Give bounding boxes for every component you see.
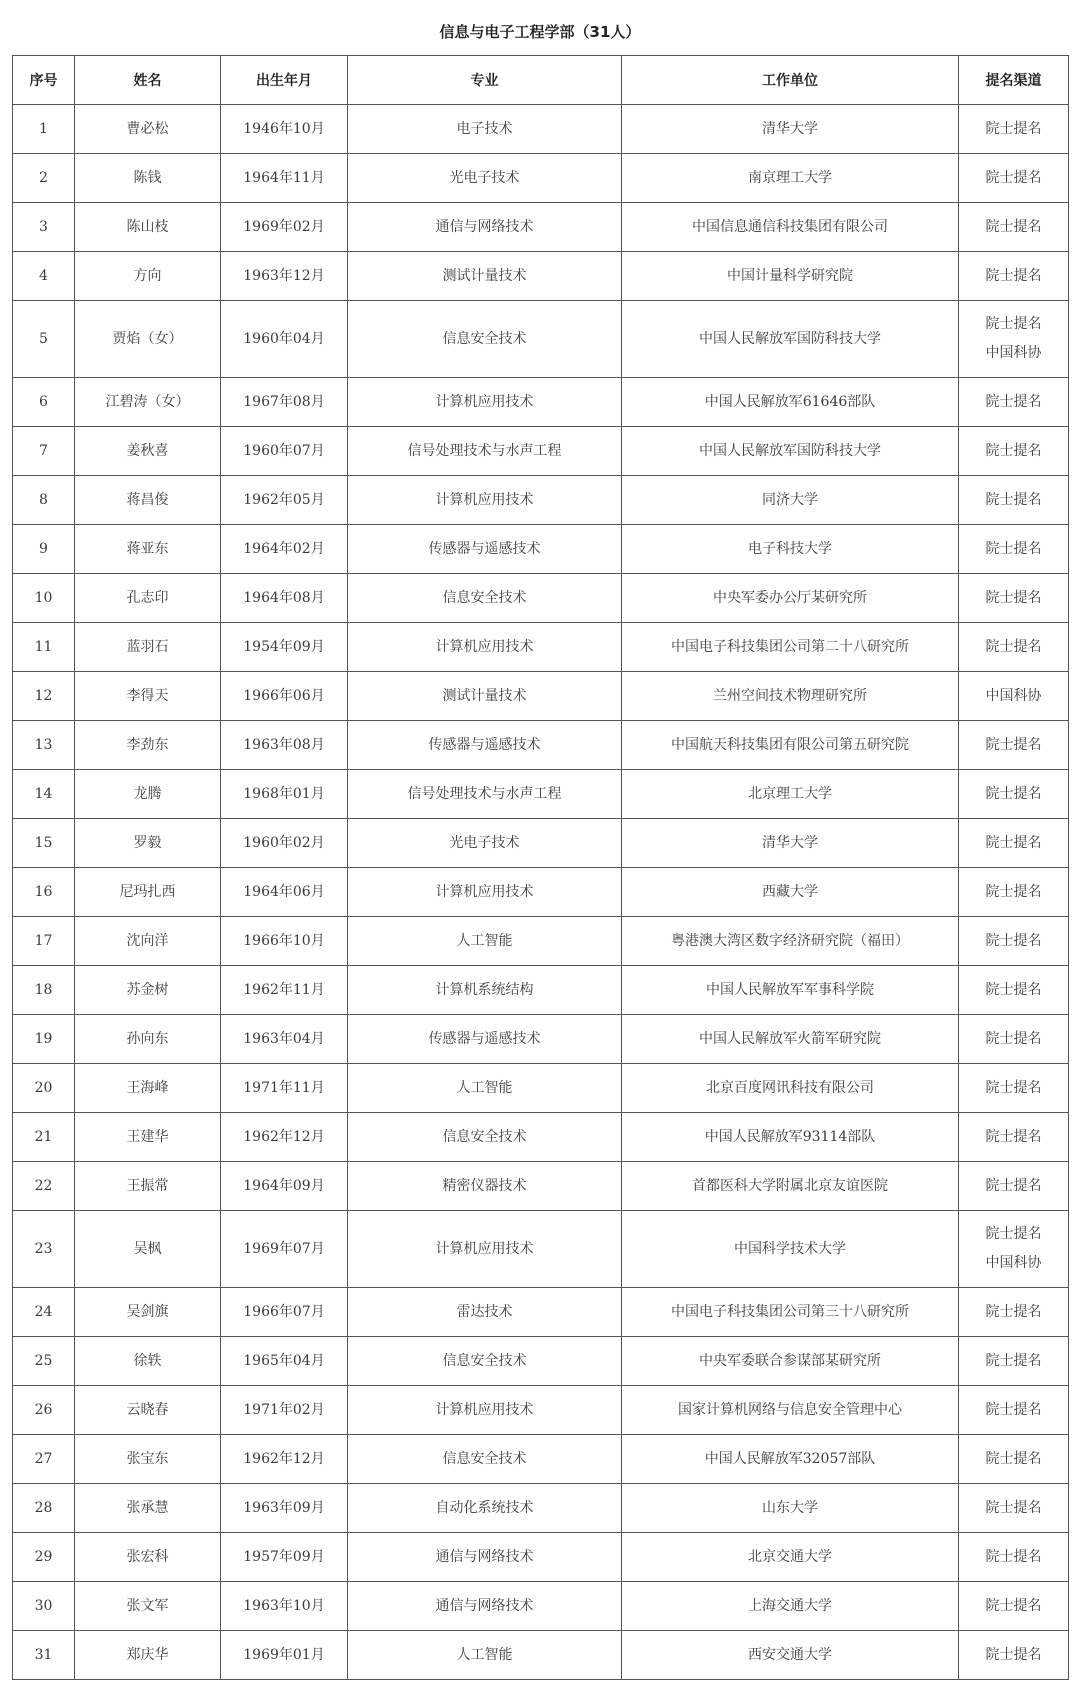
cell-index: 21 xyxy=(13,1113,75,1162)
channel-label: 院士提名 xyxy=(985,1177,1042,1194)
cell-channel xyxy=(959,1211,1069,1288)
page-title: 信息与电子工程学部（31人） xyxy=(439,23,641,41)
cell-major: 人工智能 xyxy=(348,1631,622,1680)
cell-channel xyxy=(959,525,1069,574)
cell-organization: 中央军委联合参谋部某研究所 xyxy=(622,1337,959,1386)
table-row xyxy=(13,427,1069,476)
cell-index: 12 xyxy=(13,672,75,721)
cell-channel xyxy=(959,427,1069,476)
cell-channel xyxy=(959,1435,1069,1484)
table-row xyxy=(13,917,1069,966)
cell-organization: 中国人民解放军火箭军研究院 xyxy=(622,1015,959,1064)
cell-birth: 1971年02月 xyxy=(221,1386,348,1435)
cell-birth: 1960年02月 xyxy=(221,819,348,868)
channel-label: 院士提名 xyxy=(985,1499,1042,1516)
cell-organization: 中国人民解放军军事科学院 xyxy=(622,966,959,1015)
cell-name: 张承慧 xyxy=(75,1484,221,1533)
cell-name: 蒋昌俊 xyxy=(75,476,221,525)
cell-name: 罗毅 xyxy=(75,819,221,868)
cell-major: 传感器与遥感技术 xyxy=(348,525,622,574)
cell-name: 王振常 xyxy=(75,1162,221,1211)
cell-organization: 国家计算机网络与信息安全管理中心 xyxy=(622,1386,959,1435)
cell-organization: 西安交通大学 xyxy=(622,1631,959,1680)
cell-major: 计算机应用技术 xyxy=(348,378,622,427)
cell-index: 29 xyxy=(13,1533,75,1582)
table-row xyxy=(13,1113,1069,1162)
cell-name: 徐轶 xyxy=(75,1337,221,1386)
channel-label: 院士提名 xyxy=(985,1450,1042,1467)
cell-birth: 1964年08月 xyxy=(221,574,348,623)
cell-major: 计算机系统结构 xyxy=(348,966,622,1015)
cell-organization: 中国人民解放军61646部队 xyxy=(622,378,959,427)
cell-name: 曹必松 xyxy=(75,105,221,154)
channel-label: 院士提名 xyxy=(985,785,1042,802)
cell-index: 30 xyxy=(13,1582,75,1631)
cell-channel xyxy=(959,721,1069,770)
table-row xyxy=(13,623,1069,672)
cell-major: 通信与网络技术 xyxy=(348,1582,622,1631)
cell-major: 电子技术 xyxy=(348,105,622,154)
table-row xyxy=(13,966,1069,1015)
table-row xyxy=(13,770,1069,819)
cell-organization: 中国人民解放军国防科技大学 xyxy=(622,301,959,378)
cell-major: 信号处理技术与水声工程 xyxy=(348,770,622,819)
cell-organization: 电子科技大学 xyxy=(622,525,959,574)
channel-label: 院士提名 xyxy=(985,442,1042,459)
cell-channel xyxy=(959,1015,1069,1064)
header-birth: 出生年月 xyxy=(221,56,348,105)
cell-name: 贾焰（女） xyxy=(75,301,221,378)
cell-name: 苏金树 xyxy=(75,966,221,1015)
cell-birth: 1954年09月 xyxy=(221,623,348,672)
cell-birth: 1963年04月 xyxy=(221,1015,348,1064)
cell-name: 张文军 xyxy=(75,1582,221,1631)
cell-index: 25 xyxy=(13,1337,75,1386)
cell-organization: 山东大学 xyxy=(622,1484,959,1533)
table-row xyxy=(13,1064,1069,1113)
channel-label: 院士提名 xyxy=(985,1226,1042,1242)
cell-name: 江碧涛（女） xyxy=(75,378,221,427)
cell-organization: 上海交通大学 xyxy=(622,1582,959,1631)
cell-birth: 1964年09月 xyxy=(221,1162,348,1211)
table-row xyxy=(13,252,1069,301)
cell-channel xyxy=(959,301,1069,378)
table-row xyxy=(13,203,1069,252)
cell-index: 18 xyxy=(13,966,75,1015)
channel-label: 中国科协 xyxy=(985,687,1042,704)
cell-name: 郑庆华 xyxy=(75,1631,221,1680)
cell-index: 31 xyxy=(13,1631,75,1680)
cell-name: 沈向洋 xyxy=(75,917,221,966)
cell-organization: 首都医科大学附属北京友谊医院 xyxy=(622,1162,959,1211)
channel-label: 院士提名 xyxy=(985,1548,1042,1565)
cell-birth: 1962年12月 xyxy=(221,1113,348,1162)
channel-label: 院士提名 xyxy=(985,1079,1042,1096)
cell-index: 5 xyxy=(13,301,75,378)
cell-channel xyxy=(959,574,1069,623)
cell-birth: 1969年01月 xyxy=(221,1631,348,1680)
cell-birth: 1963年12月 xyxy=(221,252,348,301)
cell-channel xyxy=(959,966,1069,1015)
cell-channel xyxy=(959,378,1069,427)
channel-label: 院士提名 xyxy=(985,316,1042,332)
cell-birth: 1966年06月 xyxy=(221,672,348,721)
cell-channel xyxy=(959,917,1069,966)
cell-birth: 1963年10月 xyxy=(221,1582,348,1631)
cell-major: 自动化系统技术 xyxy=(348,1484,622,1533)
cell-major: 计算机应用技术 xyxy=(348,1211,622,1288)
table-row xyxy=(13,574,1069,623)
cell-channel xyxy=(959,1162,1069,1211)
cell-major: 通信与网络技术 xyxy=(348,203,622,252)
cell-channel xyxy=(959,1484,1069,1533)
channel-label: 院士提名 xyxy=(985,1597,1042,1614)
channel-label: 中国科协 xyxy=(985,1255,1042,1271)
cell-channel xyxy=(959,1064,1069,1113)
cell-name: 龙腾 xyxy=(75,770,221,819)
cell-major: 人工智能 xyxy=(348,1064,622,1113)
cell-organization: 中国人民解放军32057部队 xyxy=(622,1435,959,1484)
cell-channel xyxy=(959,868,1069,917)
cell-organization: 中国航天科技集团有限公司第五研究院 xyxy=(622,721,959,770)
cell-name: 孙向东 xyxy=(75,1015,221,1064)
cell-index: 7 xyxy=(13,427,75,476)
cell-name: 云晓春 xyxy=(75,1386,221,1435)
cell-index: 1 xyxy=(13,105,75,154)
cell-name: 陈钱 xyxy=(75,154,221,203)
cell-index: 22 xyxy=(13,1162,75,1211)
cell-major: 雷达技术 xyxy=(348,1288,622,1337)
cell-index: 23 xyxy=(13,1211,75,1288)
table-row xyxy=(13,301,1069,378)
cell-organization: 清华大学 xyxy=(622,105,959,154)
channel-label: 中国科协 xyxy=(985,345,1042,361)
cell-organization: 中国电子科技集团公司第二十八研究所 xyxy=(622,623,959,672)
cell-index: 11 xyxy=(13,623,75,672)
cell-channel xyxy=(959,1631,1069,1680)
cell-index: 27 xyxy=(13,1435,75,1484)
cell-birth: 1966年07月 xyxy=(221,1288,348,1337)
cell-channel xyxy=(959,672,1069,721)
channel-label: 院士提名 xyxy=(985,1646,1042,1663)
cell-major: 信息安全技术 xyxy=(348,1337,622,1386)
cell-name: 李劲东 xyxy=(75,721,221,770)
cell-index: 15 xyxy=(13,819,75,868)
cell-birth: 1971年11月 xyxy=(221,1064,348,1113)
cell-index: 24 xyxy=(13,1288,75,1337)
table-header-row xyxy=(13,56,1069,105)
table-row xyxy=(13,1386,1069,1435)
cell-name: 尼玛扎西 xyxy=(75,868,221,917)
channel-label: 院士提名 xyxy=(985,1128,1042,1145)
table-row xyxy=(13,525,1069,574)
cell-index: 6 xyxy=(13,378,75,427)
cell-channel xyxy=(959,1288,1069,1337)
cell-major: 人工智能 xyxy=(348,917,622,966)
cell-organization: 中央军委办公厅某研究所 xyxy=(622,574,959,623)
channel-label: 院士提名 xyxy=(985,120,1042,137)
cell-major: 信息安全技术 xyxy=(348,301,622,378)
cell-birth: 1962年05月 xyxy=(221,476,348,525)
cell-birth: 1962年11月 xyxy=(221,966,348,1015)
cell-channel xyxy=(959,623,1069,672)
candidates-table xyxy=(12,55,1069,1680)
cell-birth: 1966年10月 xyxy=(221,917,348,966)
table-row xyxy=(13,1533,1069,1582)
table-row xyxy=(13,105,1069,154)
cell-major: 计算机应用技术 xyxy=(348,476,622,525)
cell-birth: 1967年08月 xyxy=(221,378,348,427)
cell-birth: 1964年11月 xyxy=(221,154,348,203)
channel-label: 院士提名 xyxy=(985,1303,1042,1320)
cell-major: 信息安全技术 xyxy=(348,574,622,623)
cell-major: 测试计量技术 xyxy=(348,252,622,301)
cell-birth: 1960年07月 xyxy=(221,427,348,476)
cell-channel xyxy=(959,1113,1069,1162)
cell-index: 14 xyxy=(13,770,75,819)
channel-label: 院士提名 xyxy=(985,169,1042,186)
cell-channel xyxy=(959,203,1069,252)
cell-name: 李得天 xyxy=(75,672,221,721)
cell-birth: 1963年09月 xyxy=(221,1484,348,1533)
table-row xyxy=(13,1288,1069,1337)
cell-major: 传感器与遥感技术 xyxy=(348,721,622,770)
cell-index: 2 xyxy=(13,154,75,203)
cell-major: 精密仪器技术 xyxy=(348,1162,622,1211)
channel-label: 院士提名 xyxy=(985,981,1042,998)
cell-name: 张宏科 xyxy=(75,1533,221,1582)
channel-label: 院士提名 xyxy=(985,540,1042,557)
cell-organization: 中国电子科技集团公司第三十八研究所 xyxy=(622,1288,959,1337)
cell-name: 王建华 xyxy=(75,1113,221,1162)
cell-index: 13 xyxy=(13,721,75,770)
cell-name: 蒋亚东 xyxy=(75,525,221,574)
cell-name: 吴枫 xyxy=(75,1211,221,1288)
cell-index: 26 xyxy=(13,1386,75,1435)
channel-label: 院士提名 xyxy=(985,1401,1042,1418)
header-major: 专业 xyxy=(348,56,622,105)
cell-organization: 中国计量科学研究院 xyxy=(622,252,959,301)
cell-organization: 中国人民解放军93114部队 xyxy=(622,1113,959,1162)
cell-name: 蓝羽石 xyxy=(75,623,221,672)
cell-birth: 1969年02月 xyxy=(221,203,348,252)
channel-label: 院士提名 xyxy=(985,883,1042,900)
cell-index: 17 xyxy=(13,917,75,966)
table-row xyxy=(13,154,1069,203)
cell-birth: 1962年12月 xyxy=(221,1435,348,1484)
cell-channel xyxy=(959,1337,1069,1386)
cell-channel xyxy=(959,476,1069,525)
cell-organization: 粤港澳大湾区数字经济研究院（福田） xyxy=(622,917,959,966)
channel-label: 院士提名 xyxy=(985,589,1042,606)
cell-channel xyxy=(959,1386,1069,1435)
table-row xyxy=(13,476,1069,525)
cell-organization: 中国信息通信科技集团有限公司 xyxy=(622,203,959,252)
cell-major: 光电子技术 xyxy=(348,154,622,203)
channel-label: 院士提名 xyxy=(985,638,1042,655)
cell-major: 信息安全技术 xyxy=(348,1435,622,1484)
cell-birth: 1964年06月 xyxy=(221,868,348,917)
table-row xyxy=(13,378,1069,427)
channel-label: 院士提名 xyxy=(985,736,1042,753)
table-row xyxy=(13,1337,1069,1386)
header-index: 序号 xyxy=(13,56,75,105)
cell-birth: 1965年04月 xyxy=(221,1337,348,1386)
table-row xyxy=(13,1631,1069,1680)
header-organization: 工作单位 xyxy=(622,56,959,105)
cell-major: 信号处理技术与水声工程 xyxy=(348,427,622,476)
table-row xyxy=(13,1162,1069,1211)
table-row xyxy=(13,1211,1069,1288)
cell-channel xyxy=(959,252,1069,301)
cell-channel xyxy=(959,770,1069,819)
channel-label: 院士提名 xyxy=(985,834,1042,851)
cell-index: 9 xyxy=(13,525,75,574)
cell-organization: 南京理工大学 xyxy=(622,154,959,203)
cell-index: 19 xyxy=(13,1015,75,1064)
cell-name: 姜秋喜 xyxy=(75,427,221,476)
channel-label: 院士提名 xyxy=(985,491,1042,508)
cell-organization: 北京百度网讯科技有限公司 xyxy=(622,1064,959,1113)
table-body xyxy=(13,105,1069,1680)
cell-channel xyxy=(959,819,1069,868)
cell-index: 4 xyxy=(13,252,75,301)
cell-index: 28 xyxy=(13,1484,75,1533)
channel-label: 院士提名 xyxy=(985,267,1042,284)
cell-birth: 1960年04月 xyxy=(221,301,348,378)
cell-name: 王海峰 xyxy=(75,1064,221,1113)
cell-birth: 1946年10月 xyxy=(221,105,348,154)
table-row xyxy=(13,1015,1069,1064)
cell-name: 陈山枝 xyxy=(75,203,221,252)
cell-major: 计算机应用技术 xyxy=(348,1386,622,1435)
cell-index: 8 xyxy=(13,476,75,525)
cell-organization: 北京理工大学 xyxy=(622,770,959,819)
table-row xyxy=(13,1582,1069,1631)
table-row xyxy=(13,672,1069,721)
channel-label: 院士提名 xyxy=(985,393,1042,410)
cell-organization: 西藏大学 xyxy=(622,868,959,917)
header-name: 姓名 xyxy=(75,56,221,105)
cell-organization: 兰州空间技术物理研究所 xyxy=(622,672,959,721)
cell-channel xyxy=(959,1582,1069,1631)
channel-label: 院士提名 xyxy=(985,218,1042,235)
channel-label: 院士提名 xyxy=(985,932,1042,949)
cell-birth: 1957年09月 xyxy=(221,1533,348,1582)
table-row xyxy=(13,819,1069,868)
channel-label: 院士提名 xyxy=(985,1030,1042,1047)
cell-birth: 1969年07月 xyxy=(221,1211,348,1288)
header-channel: 提名渠道 xyxy=(959,56,1069,105)
cell-birth: 1968年01月 xyxy=(221,770,348,819)
cell-birth: 1964年02月 xyxy=(221,525,348,574)
cell-major: 通信与网络技术 xyxy=(348,1533,622,1582)
table-row xyxy=(13,721,1069,770)
cell-index: 3 xyxy=(13,203,75,252)
cell-channel xyxy=(959,105,1069,154)
table-row xyxy=(13,1484,1069,1533)
cell-index: 20 xyxy=(13,1064,75,1113)
cell-organization: 清华大学 xyxy=(622,819,959,868)
cell-name: 方向 xyxy=(75,252,221,301)
cell-channel xyxy=(959,154,1069,203)
cell-index: 10 xyxy=(13,574,75,623)
cell-index: 16 xyxy=(13,868,75,917)
cell-major: 测试计量技术 xyxy=(348,672,622,721)
table-row xyxy=(13,1435,1069,1484)
channel-label: 院士提名 xyxy=(985,1352,1042,1369)
cell-channel xyxy=(959,1533,1069,1582)
cell-major: 传感器与遥感技术 xyxy=(348,1015,622,1064)
cell-major: 信息安全技术 xyxy=(348,1113,622,1162)
cell-major: 计算机应用技术 xyxy=(348,623,622,672)
cell-major: 计算机应用技术 xyxy=(348,868,622,917)
cell-organization: 中国人民解放军国防科技大学 xyxy=(622,427,959,476)
cell-organization: 同济大学 xyxy=(622,476,959,525)
cell-organization: 北京交通大学 xyxy=(622,1533,959,1582)
cell-organization: 中国科学技术大学 xyxy=(622,1211,959,1288)
cell-name: 张宝东 xyxy=(75,1435,221,1484)
cell-birth: 1963年08月 xyxy=(221,721,348,770)
cell-name: 吴剑旗 xyxy=(75,1288,221,1337)
cell-name: 孔志印 xyxy=(75,574,221,623)
table-row xyxy=(13,868,1069,917)
cell-major: 光电子技术 xyxy=(348,819,622,868)
